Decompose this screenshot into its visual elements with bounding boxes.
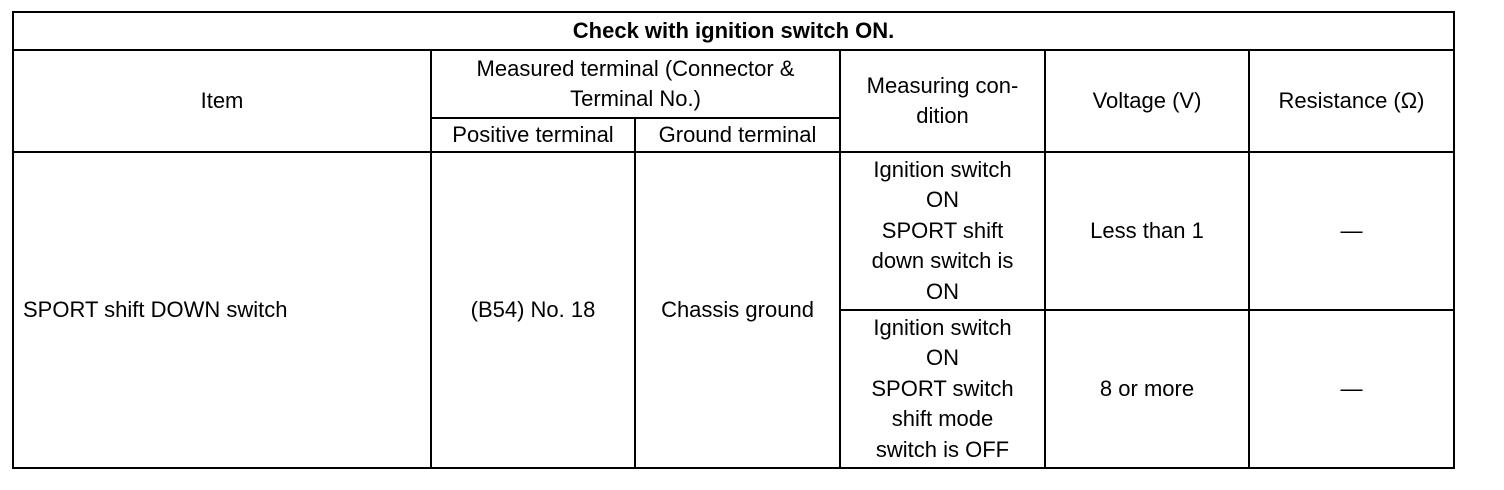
cell-item: SPORT shift DOWN switch [13,152,431,468]
cell-positive-terminal: (B54) No. 18 [431,152,635,468]
table-title: Check with ignition switch ON. [13,12,1454,50]
header-ground-terminal: Ground terminal [635,118,840,152]
inspection-table [12,11,1455,469]
cell-voltage-2: 8 or more [1045,310,1249,468]
cell-resistance-1: — [1249,152,1454,310]
cell-resistance-2: — [1249,310,1454,468]
header-measuring-condition: Measuring con- dition [840,50,1045,152]
header-measured-terminal: Measured terminal (Connector & Terminal No.) [431,50,840,118]
header-positive-terminal: Positive terminal [431,118,635,152]
header-resistance: Resistance (Ω) [1249,50,1454,152]
header-item: Item [13,50,431,152]
cell-voltage-1: Less than 1 [1045,152,1249,310]
header-voltage: Voltage (V) [1045,50,1249,152]
cell-ground-terminal: Chassis ground [635,152,840,468]
table-row [13,152,1454,310]
cell-condition-2: Ignition switch ON SPORT switch shift mode switch is OFF [840,310,1045,468]
cell-condition-1: Ignition switch ON SPORT shift down switch is ON [840,152,1045,310]
